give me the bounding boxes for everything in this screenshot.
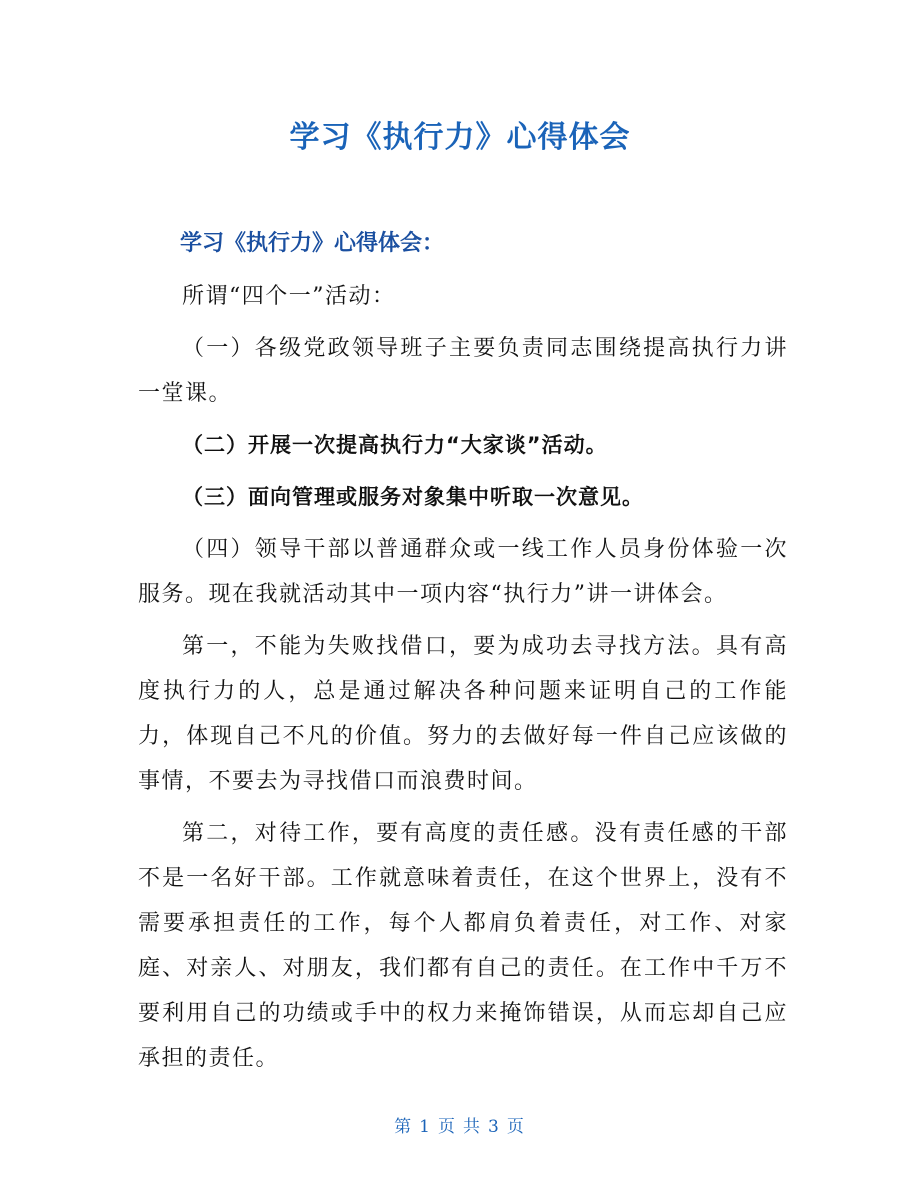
paragraph-second-point: 第二，对待工作，要有高度的责任感。没有责任感的干部不是一名好干部。工作就意味着责任，在这个世界上，没有不需要承担责任的工作，每个人都肩负着责任，对工作、对家庭、对亲人、对朋友，我们都有自己的责任。在工作中千万不要利用自己的功绩或手中的权力来掩饰错误，从而忘却自己应承担的责任。	[138, 821, 788, 1071]
page-footer	[0, 1112, 920, 1137]
footer-total-unit: 页	[506, 1117, 526, 1137]
paragraph-item-3: （三）面向管理或服务对象集中听取一次意见。	[182, 485, 644, 509]
document-title: 学习《执行力》心得体会	[289, 120, 631, 155]
paragraph-first-point: 第一，不能为失败找借口，要为成功去寻找方法。具有高度执行力的人，总是通过解决各种问题来证明自己的工作能力，体现自己不凡的价值。努力的去做好每一件自己应该做的事情，不要去为寻找借口而浪费时间。	[138, 634, 788, 794]
paragraph-item-4: （四）领导干部以普通群众或一线工作人员身份体验一次服务。现在我就活动其中一项内容“执行力”讲一讲体会。	[138, 537, 788, 607]
footer-current-page: 1	[419, 1117, 432, 1137]
footer-total-word: 共	[463, 1117, 482, 1137]
paragraph-item-2: （二）开展一次提高执行力“大家谈”活动。	[182, 433, 608, 457]
section-heading: 学习《执行力》心得体会：	[180, 231, 445, 256]
footer-page-unit: 页	[438, 1117, 457, 1137]
footer-page-word: 第	[394, 1117, 414, 1137]
paragraph-item-1: （一）各级党政领导班子主要负责同志围绕提高执行力讲一堂课。	[138, 336, 788, 406]
footer-total-pages: 3	[488, 1117, 501, 1137]
document-body	[138, 274, 788, 1088]
paragraph-intro: 所谓“四个一”活动：	[182, 284, 396, 309]
